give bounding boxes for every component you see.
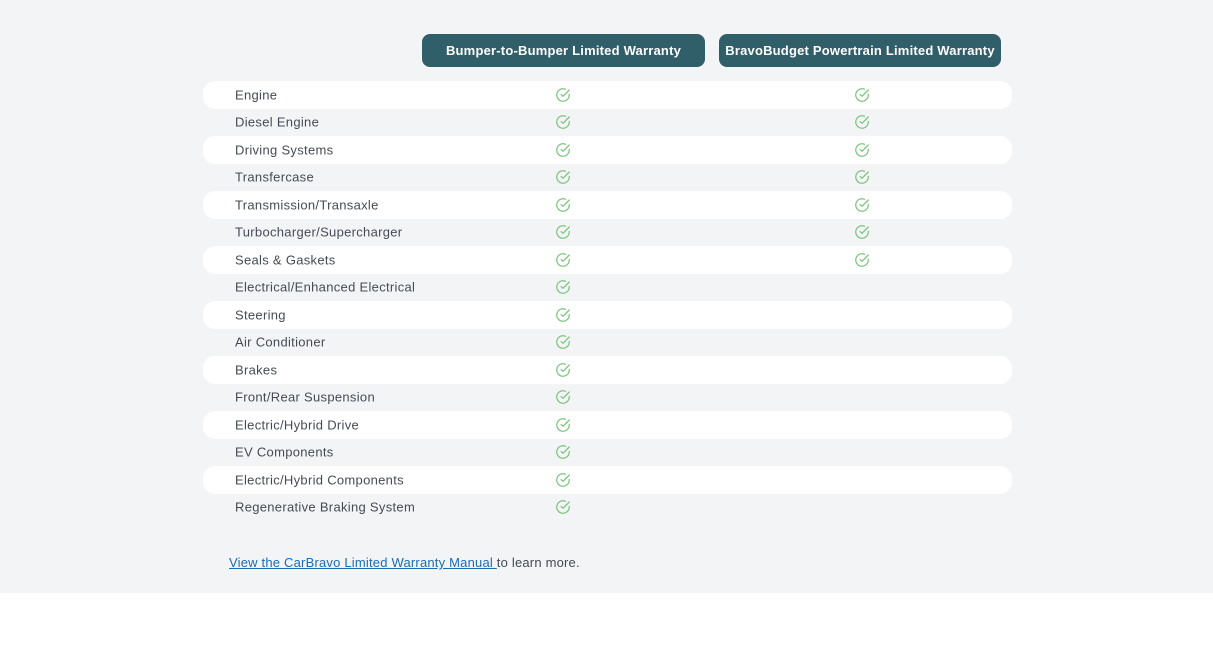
empty-cell	[855, 280, 870, 295]
table-row	[203, 439, 1012, 467]
column-header-bumper-to-bumper	[422, 34, 705, 67]
table-row	[203, 81, 1012, 109]
check-circle-icon	[855, 197, 870, 212]
check-circle-icon	[556, 197, 571, 212]
empty-cell	[855, 390, 870, 405]
table-row	[203, 246, 1012, 274]
row-label: Driving Systems	[235, 142, 334, 158]
empty-cell	[855, 500, 870, 515]
row-label: Turbocharger/Supercharger	[235, 224, 403, 240]
empty-cell	[855, 335, 870, 350]
row-label: Regenerative Braking System	[235, 499, 416, 515]
check-circle-icon	[855, 252, 870, 267]
warranty-manual-link[interactable]: View the CarBravo Limited Warranty Manual	[229, 555, 493, 570]
column-header-label: BravoBudget Powertrain Limited Warranty	[725, 43, 995, 58]
check-circle-icon	[556, 170, 571, 185]
table-row	[203, 164, 1012, 192]
check-circle-icon	[855, 115, 870, 130]
row-label: Seals & Gaskets	[235, 252, 336, 268]
row-label: Steering	[235, 307, 286, 323]
table-row	[203, 329, 1012, 357]
check-circle-icon	[556, 87, 571, 102]
empty-cell	[855, 472, 870, 487]
empty-cell	[855, 417, 870, 432]
column-header-label: Bumper-to-Bumper Limited Warranty	[445, 43, 682, 58]
column-header-bravobudget-powertrain	[719, 34, 1001, 67]
table-row	[203, 109, 1012, 137]
footer-suffix: to learn more.	[496, 555, 580, 570]
check-circle-icon	[556, 252, 571, 267]
table-row	[203, 356, 1012, 384]
table-row	[203, 301, 1012, 329]
check-circle-icon	[556, 500, 571, 515]
check-circle-icon	[556, 390, 571, 405]
warranty-coverage-table	[203, 81, 1012, 521]
check-circle-icon	[556, 335, 571, 350]
row-label: Transmission/Transaxle	[235, 197, 379, 213]
row-label: Diesel Engine	[235, 114, 320, 130]
check-circle-icon	[556, 115, 571, 130]
check-circle-icon	[556, 445, 571, 460]
table-row	[203, 191, 1012, 219]
row-label: Electric/Hybrid Drive	[235, 417, 360, 433]
row-label: Engine	[235, 87, 278, 103]
check-circle-icon	[556, 362, 571, 377]
check-circle-icon	[855, 170, 870, 185]
row-label: EV Components	[235, 444, 334, 460]
table-row	[203, 466, 1012, 494]
table-row	[203, 274, 1012, 302]
check-circle-icon	[556, 225, 571, 240]
row-label: Front/Rear Suspension	[235, 389, 375, 405]
check-circle-icon	[556, 142, 571, 157]
check-circle-icon	[855, 225, 870, 240]
check-circle-icon	[556, 417, 571, 432]
check-circle-icon	[855, 87, 870, 102]
table-row	[203, 219, 1012, 247]
row-label: Air Conditioner	[235, 334, 326, 350]
empty-cell	[855, 362, 870, 377]
check-circle-icon	[556, 472, 571, 487]
table-row	[203, 384, 1012, 412]
table-row	[203, 411, 1012, 439]
row-label: Brakes	[235, 362, 278, 378]
row-label: Electrical/Enhanced Electrical	[235, 279, 416, 295]
row-label: Electric/Hybrid Components	[235, 472, 404, 488]
row-label: Transfercase	[235, 169, 314, 185]
table-row	[203, 136, 1012, 164]
check-circle-icon	[556, 280, 571, 295]
check-circle-icon	[556, 307, 571, 322]
footer-note	[229, 555, 580, 570]
check-circle-icon	[855, 142, 870, 157]
empty-cell	[855, 445, 870, 460]
empty-cell	[855, 307, 870, 322]
table-row	[203, 494, 1012, 522]
